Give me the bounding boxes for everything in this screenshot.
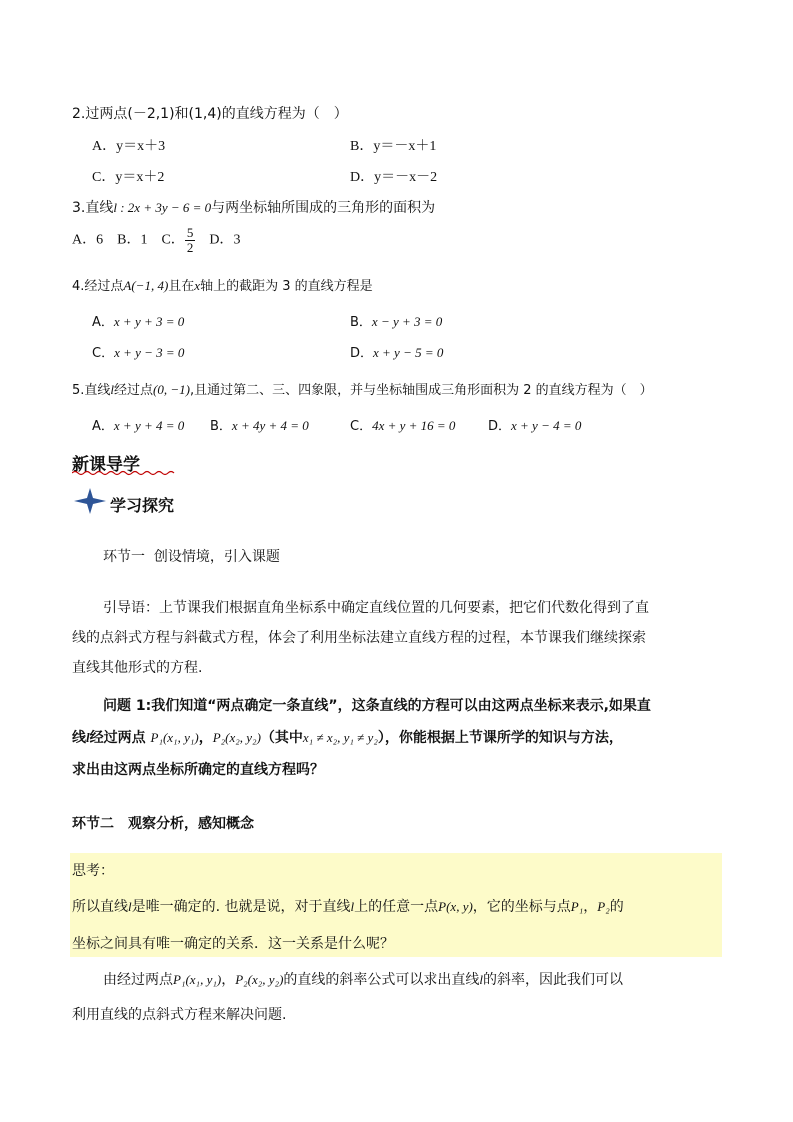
question-3-stem: 3.直线l : 2x + 3y − 6 = 0与两坐标轴所围成的三角形的面积为 xyxy=(72,200,436,216)
q5-option-d: D．x + y − 4 = 0 xyxy=(488,418,582,434)
q3-fraction: $\frac{5}{2}$ xyxy=(186,225,194,255)
q4-option-a: A．x + y + 3 = 0 xyxy=(92,314,185,330)
think-line-1: 所以直线l是唯一确定的. 也就是说，对于直线l上的任意一点P(x, y)，它的坐标与点P₁，P₂的 xyxy=(72,899,624,915)
q4-option-b: B．x − y + 3 = 0 xyxy=(350,314,443,330)
intro-line-1: 引导语：上节课我们根据直角坐标系中确定直线位置的几何要素，把它们代数化得到了直 xyxy=(103,600,649,616)
problem-1-line-3: 求出由这两点坐标所确定的直线方程吗？ xyxy=(72,762,324,778)
q2-option-c: C．y＝x＋2 xyxy=(92,170,165,185)
question-4-stem: 4.经过点A(−1, 4)且在x轴上的截距为 3 的直线方程是 xyxy=(72,278,373,294)
q2-option-b: B．y＝－x＋1 xyxy=(350,139,437,154)
wavy-underline xyxy=(72,470,176,476)
q5-option-c: C．4x + y + 16 = 0 xyxy=(350,418,456,434)
think-label: 思考： xyxy=(72,863,114,879)
q3-equation: l : 2x + 3y − 6 = 0 xyxy=(113,200,212,215)
four-point-star-icon xyxy=(74,488,106,514)
step-1-heading: 环节一 创设情境，引入课题 xyxy=(103,549,280,565)
q2-option-a: A．y＝x＋3 xyxy=(92,139,166,154)
q5-option-a: A．x + y + 4 = 0 xyxy=(92,418,185,434)
q2-option-d: D．y＝－x－2 xyxy=(350,170,438,185)
section-title: 新课导学 xyxy=(72,455,140,475)
q3-options: A．6 B．1 C． $\frac{5}{2}$ D．3 xyxy=(72,225,241,255)
step-2-heading: 环节二 观察分析，感知概念 xyxy=(72,816,254,832)
analysis-line-2: 利用直线的点斜式方程来解决问题. xyxy=(72,1007,287,1023)
problem-1-line-2: 线l经过两点 P₁(x₁, y₁)，P₂(x₂, y₂)（其中x₁ ≠ x₂, y₁ ≠ y₂），你能根据上节课所学的知识与方法， xyxy=(72,730,623,746)
question-2-stem: 2.过两点(－2,1)和(1,4)的直线方程为（ ） xyxy=(72,106,348,122)
subsection-title: 学习探究 xyxy=(110,496,175,515)
analysis-line-1: 由经过两点P₁(x₁, y₁)，P₂(x₂, y₂)的直线的斜率公式可以求出直线l的斜率，因此我们可以 xyxy=(103,972,624,988)
q5-option-b: B．x + 4y + 4 = 0 xyxy=(210,418,309,434)
q4-option-c: C．x + y − 3 = 0 xyxy=(92,345,185,361)
question-5-stem: 5.直线l经过点(0, −1),且通过第二、三、四象限，并与坐标轴围成三角形面积为 2 的直线方程为（ ） xyxy=(72,382,653,398)
intro-line-3: 直线其他形式的方程. xyxy=(72,660,203,676)
intro-line-2: 线的点斜式方程与斜截式方程，体会了利用坐标法建立直线方程的过程，本节课我们继续探索 xyxy=(72,630,646,646)
problem-1-line-1: 问题 1:我们知道“两点确定一条直线”，这条直线的方程可以由这两点坐标来表示,如果直 xyxy=(103,698,651,714)
q4-option-d: D．x + y − 5 = 0 xyxy=(350,345,444,361)
think-line-2: 坐标之间具有唯一确定的关系．这一关系是什么呢？ xyxy=(72,936,394,952)
